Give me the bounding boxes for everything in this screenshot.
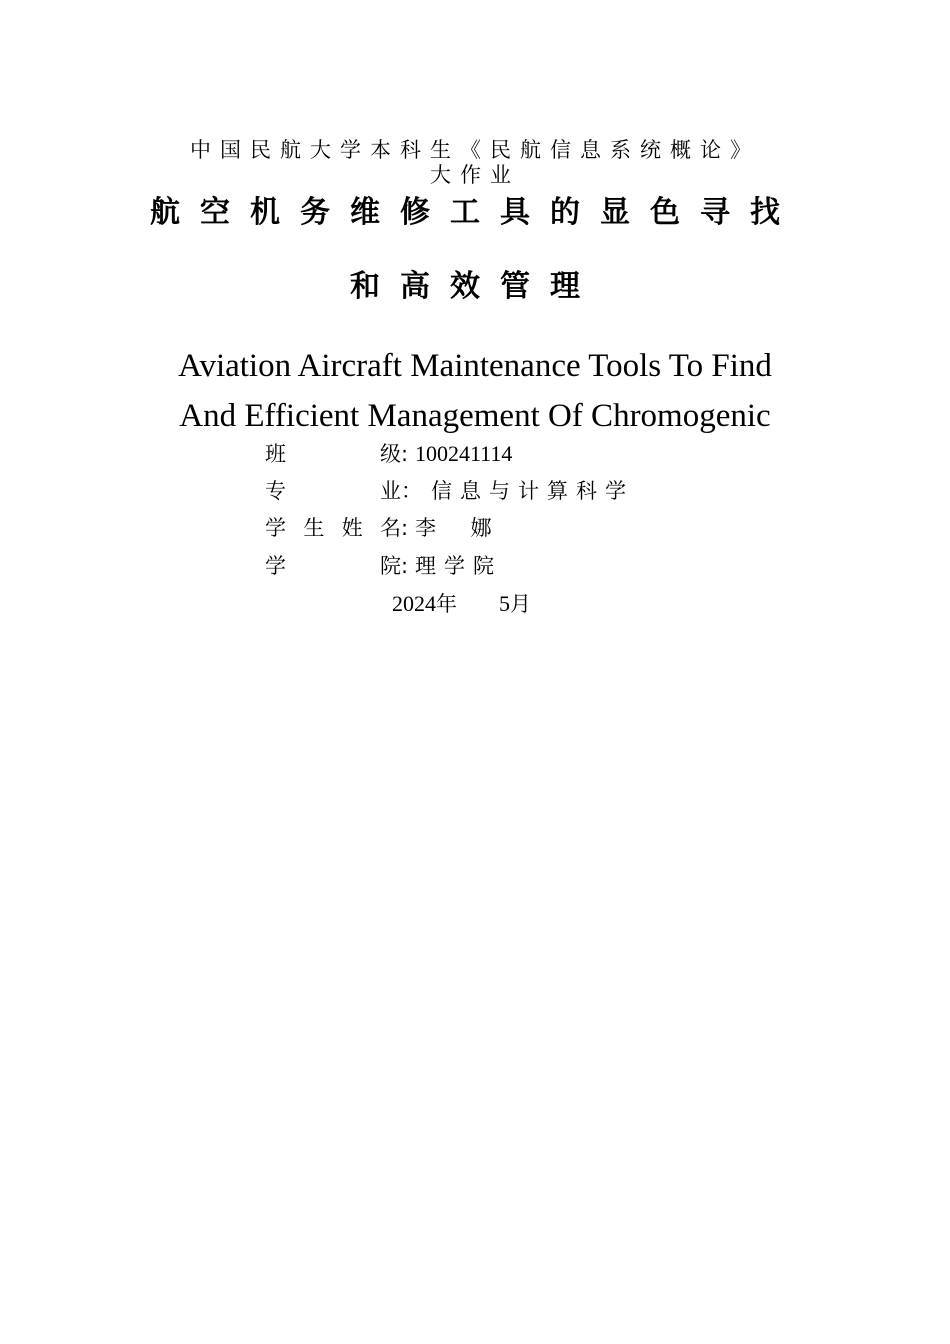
title-chinese-line2: 和高效管理 [350,269,600,304]
date-month-unit: 月 [510,592,531,616]
info-row-class [265,440,512,468]
date-year-unit: 年 [436,592,457,616]
course-header-line2: 大作业 [430,163,520,187]
class-colon: : [401,442,409,466]
info-row-name [265,514,506,542]
course-header-line1: 中国民航大学本科生《民航信息系统概论》 [190,138,760,162]
college-label: 学院 [265,554,401,578]
info-row-major [265,477,634,505]
date-line [392,590,531,618]
title-english-line2: And Efficient Management Of Chromogenic [179,398,771,434]
title-chinese-line1: 航空机务维修工具的显色寻找 [150,195,800,230]
student-name-label: 学生姓名 [265,516,401,540]
class-value: 100241114 [415,441,513,466]
college-value: 理学院 [415,554,502,578]
title-english-line1: Aviation Aircraft Maintenance Tools To Find [178,348,772,384]
college-colon: : [401,554,409,578]
student-name-value: 李 娜 [415,516,506,540]
class-label: 班级 [265,442,401,466]
info-row-college [265,552,502,580]
date-month: 5 [499,591,510,616]
major-label: 专业 [265,479,401,503]
major-value: 信息与计算科学 [431,479,634,503]
date-year: 2024 [392,591,436,616]
student-name-colon: : [401,516,409,540]
major-colon: ： [401,479,422,503]
